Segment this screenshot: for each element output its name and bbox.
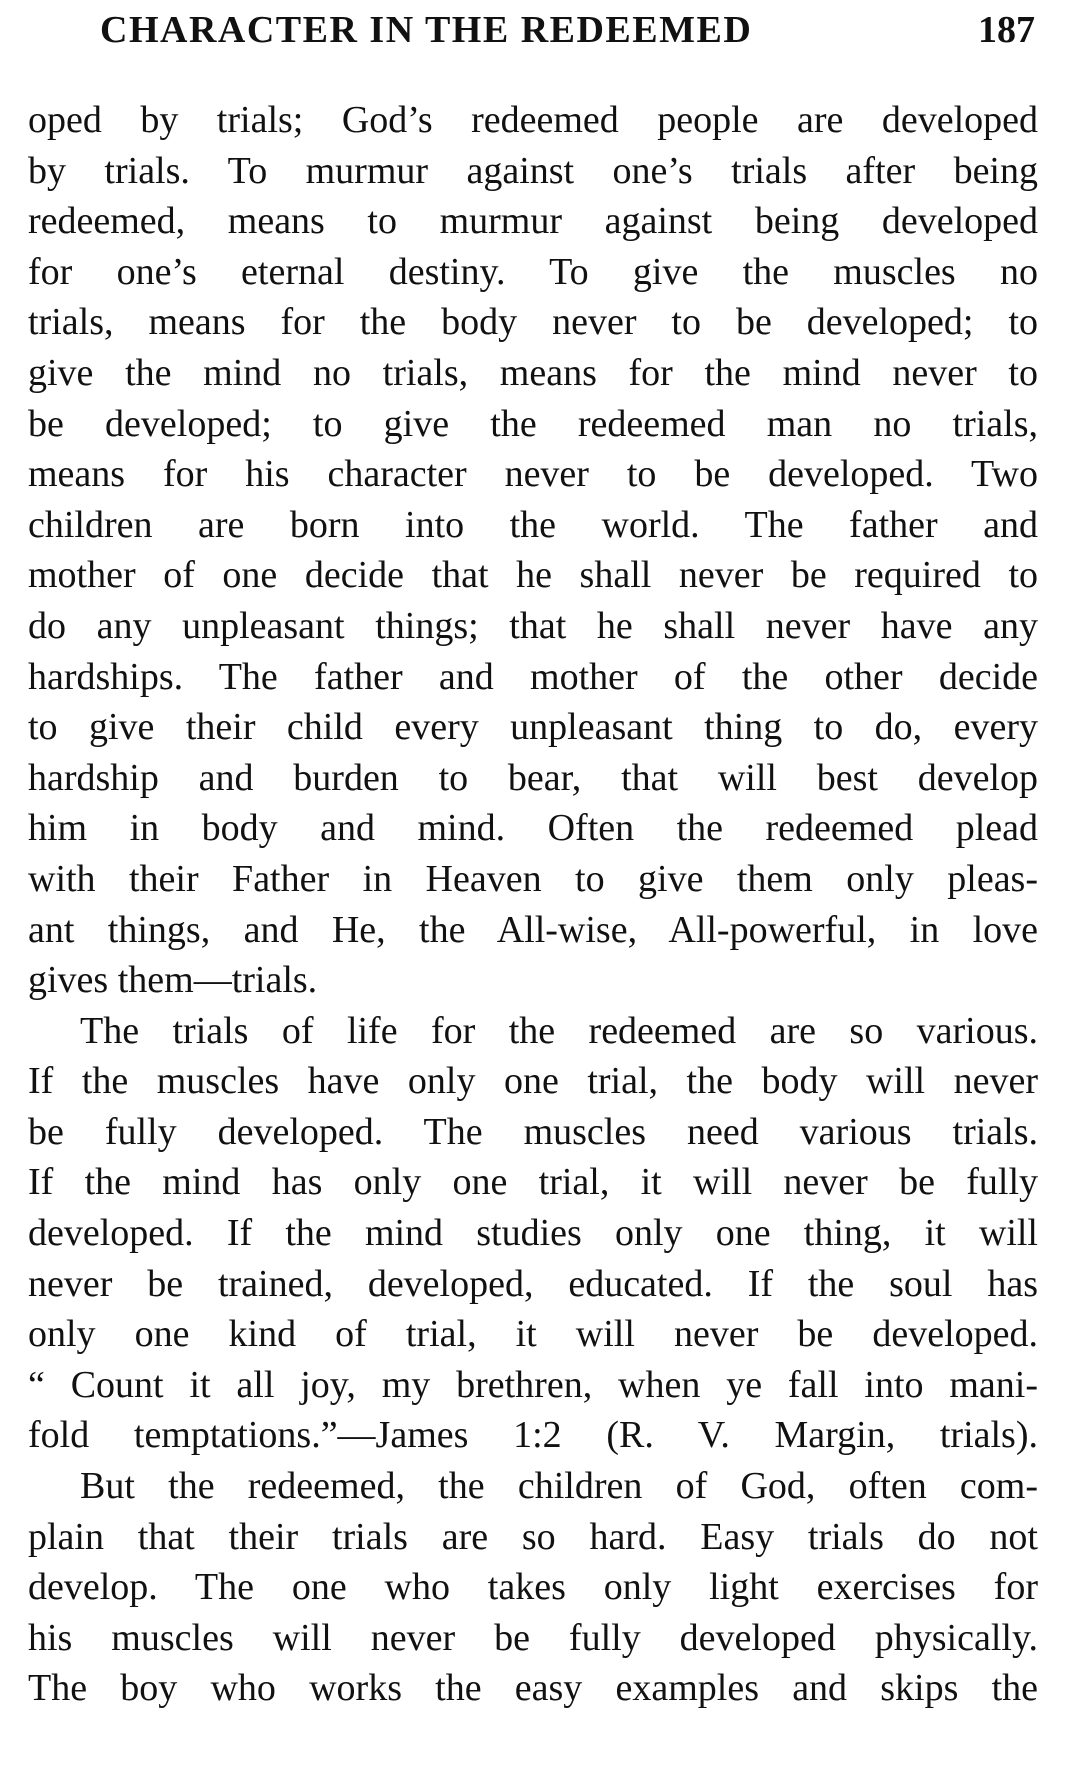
text-line: If the mind has only one trial, it will never be fully	[28, 1161, 1038, 1204]
text-line: ant things, and He, the All-wise, All-powerful, in love	[28, 908, 1038, 951]
text-line: hardships. The father and mother of the other decide	[28, 655, 1038, 698]
text-line: hardship and burden to bear, that will best develop	[28, 756, 1038, 799]
text-line: for one’s eternal destiny. To give the muscles no	[28, 250, 1038, 293]
text-line: only one kind of trial, it will never be developed.	[28, 1313, 1038, 1356]
text-line: give the mind no trials, means for the mind never to	[28, 351, 1038, 394]
text-line: plain that their trials are so hard. Easy trials do not	[28, 1515, 1038, 1558]
text-line: redeemed, means to murmur against being developed	[28, 200, 1038, 243]
body-text	[28, 95, 1038, 1714]
text-line: never be trained, developed, educated. If the soul has	[28, 1262, 1038, 1305]
text-line: “ Count it all joy, my brethren, when ye fall into mani-	[28, 1363, 1038, 1406]
text-line: him in body and mind. Often the redeemed plead	[28, 807, 1038, 850]
text-line: The boy who works the easy examples and skips the	[28, 1667, 1038, 1710]
text-line: fold temptations.”—James 1:2 (R. V. Margin, trials).	[28, 1414, 1038, 1457]
text-line: do any unpleasant things; that he shall never have any	[28, 604, 1038, 647]
running-header	[100, 8, 1035, 62]
text-line: means for his character never to be developed. Two	[28, 453, 1038, 496]
text-line: gives them—trials.	[28, 959, 318, 1002]
text-line: trials, means for the body never to be developed; to	[28, 301, 1038, 344]
text-line: oped by trials; God’s redeemed people are developed	[28, 99, 1038, 141]
text-line: develop. The one who takes only light exercises for	[28, 1566, 1038, 1609]
text-line: to give their child every unpleasant thing to do, every	[28, 706, 1038, 749]
text-line: be fully developed. The muscles need various trials.	[28, 1110, 1038, 1153]
text-line: developed. If the mind studies only one thing, it will	[28, 1212, 1038, 1255]
text-line: his muscles will never be fully developed physically.	[28, 1616, 1038, 1659]
page-number: 187	[978, 9, 1035, 51]
text-line: But the redeemed, the children of God, often com-	[80, 1465, 1038, 1508]
text-line: If the muscles have only one trial, the body will never	[28, 1060, 1038, 1103]
text-line: mother of one decide that he shall never be required to	[28, 554, 1038, 597]
text-line: by trials. To murmur against one’s trials after being	[28, 149, 1038, 192]
text-line: The trials of life for the redeemed are so various.	[80, 1009, 1038, 1052]
text-line: with their Father in Heaven to give them only pleas-	[28, 857, 1038, 900]
text-line: children are born into the world. The father and	[28, 503, 1038, 546]
chapter-title: CHARACTER IN THE REDEEMED	[100, 9, 753, 51]
text-line: be developed; to give the redeemed man no trials,	[28, 402, 1038, 445]
